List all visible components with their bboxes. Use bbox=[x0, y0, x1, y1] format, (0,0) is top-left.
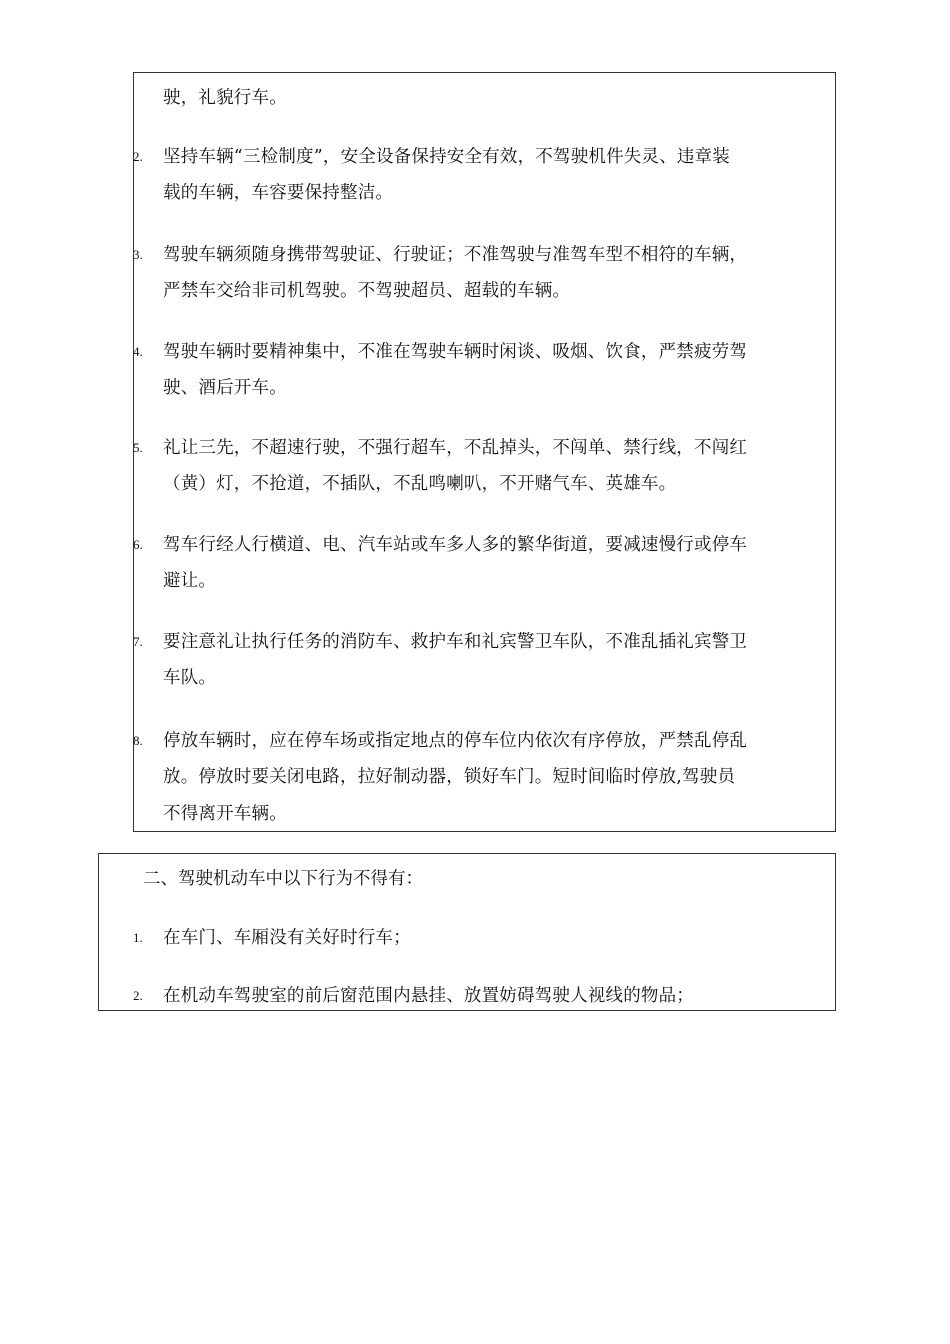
item-number: 8. bbox=[133, 733, 143, 748]
item-line: 要注意礼让执行任务的消防车、救护车和礼宾警卫车队，不准乱插礼宾警卫 bbox=[163, 632, 748, 652]
item-line: 严禁车交给非司机驾驶。不驾驶超员、超载的车辆。 bbox=[163, 281, 571, 301]
item-line: 驾车行经人行横道、电、汽车站或车多人多的繁华街道，要减速慢行或停车 bbox=[163, 535, 748, 555]
item-line: 驶、酒后开车。 bbox=[163, 378, 287, 398]
item-number: 4. bbox=[133, 344, 143, 359]
item-line: 放。停放时要关闭电路，拉好制动器，锁好车门。短时间临时停放,驾驶员 bbox=[163, 767, 736, 787]
item-line: 驾驶车辆时要精神集中，不准在驾驶车辆时闲谈、吸烟、饮食，严禁疲劳驾 bbox=[163, 342, 748, 362]
item-line: 驾驶车辆须随身携带驾驶证、行驶证；不准驾驶与准驾车型不相符的车辆， bbox=[163, 245, 748, 265]
item-number: 1. bbox=[133, 930, 143, 945]
item-line: （黄）灯，不抢道，不插队，不乱鸣喇叭，不开赌气车、英雄车。 bbox=[163, 474, 677, 494]
item-line: 停放车辆时，应在停车场或指定地点的停车位内依次有序停放，严禁乱停乱 bbox=[163, 731, 748, 751]
item-line: 避让。 bbox=[163, 571, 217, 591]
item-number: 2. bbox=[133, 988, 143, 1003]
item-number: 3. bbox=[133, 247, 143, 262]
item-line: 在车门、车厢没有关好时行车； bbox=[163, 928, 411, 948]
item-number: 2. bbox=[133, 149, 143, 164]
item-line: 礼让三先，不超速行驶，不强行超车，不乱掉头，不闯单、禁行线，不闯红 bbox=[163, 438, 748, 458]
section-heading: 二、驾驶机动车中以下行为不得有： bbox=[143, 869, 423, 889]
item-line: 载的车辆，车容要保持整洁。 bbox=[163, 183, 394, 203]
item-line: 不得离开车辆。 bbox=[163, 804, 287, 824]
item-line: 车队。 bbox=[163, 668, 217, 688]
item-number: 6. bbox=[133, 537, 143, 552]
item-number: 5. bbox=[133, 440, 143, 455]
continuation-line: 驶，礼貌行车。 bbox=[163, 88, 287, 108]
item-number: 7. bbox=[133, 634, 143, 649]
item-line: 在机动车驾驶室的前后窗范围内悬挂、放置妨碍驾驶人视线的物品； bbox=[163, 986, 694, 1006]
item-line: 坚持车辆“三检制度”，安全设备保持安全有效，不驾驶机件失灵、违章装 bbox=[163, 147, 730, 167]
